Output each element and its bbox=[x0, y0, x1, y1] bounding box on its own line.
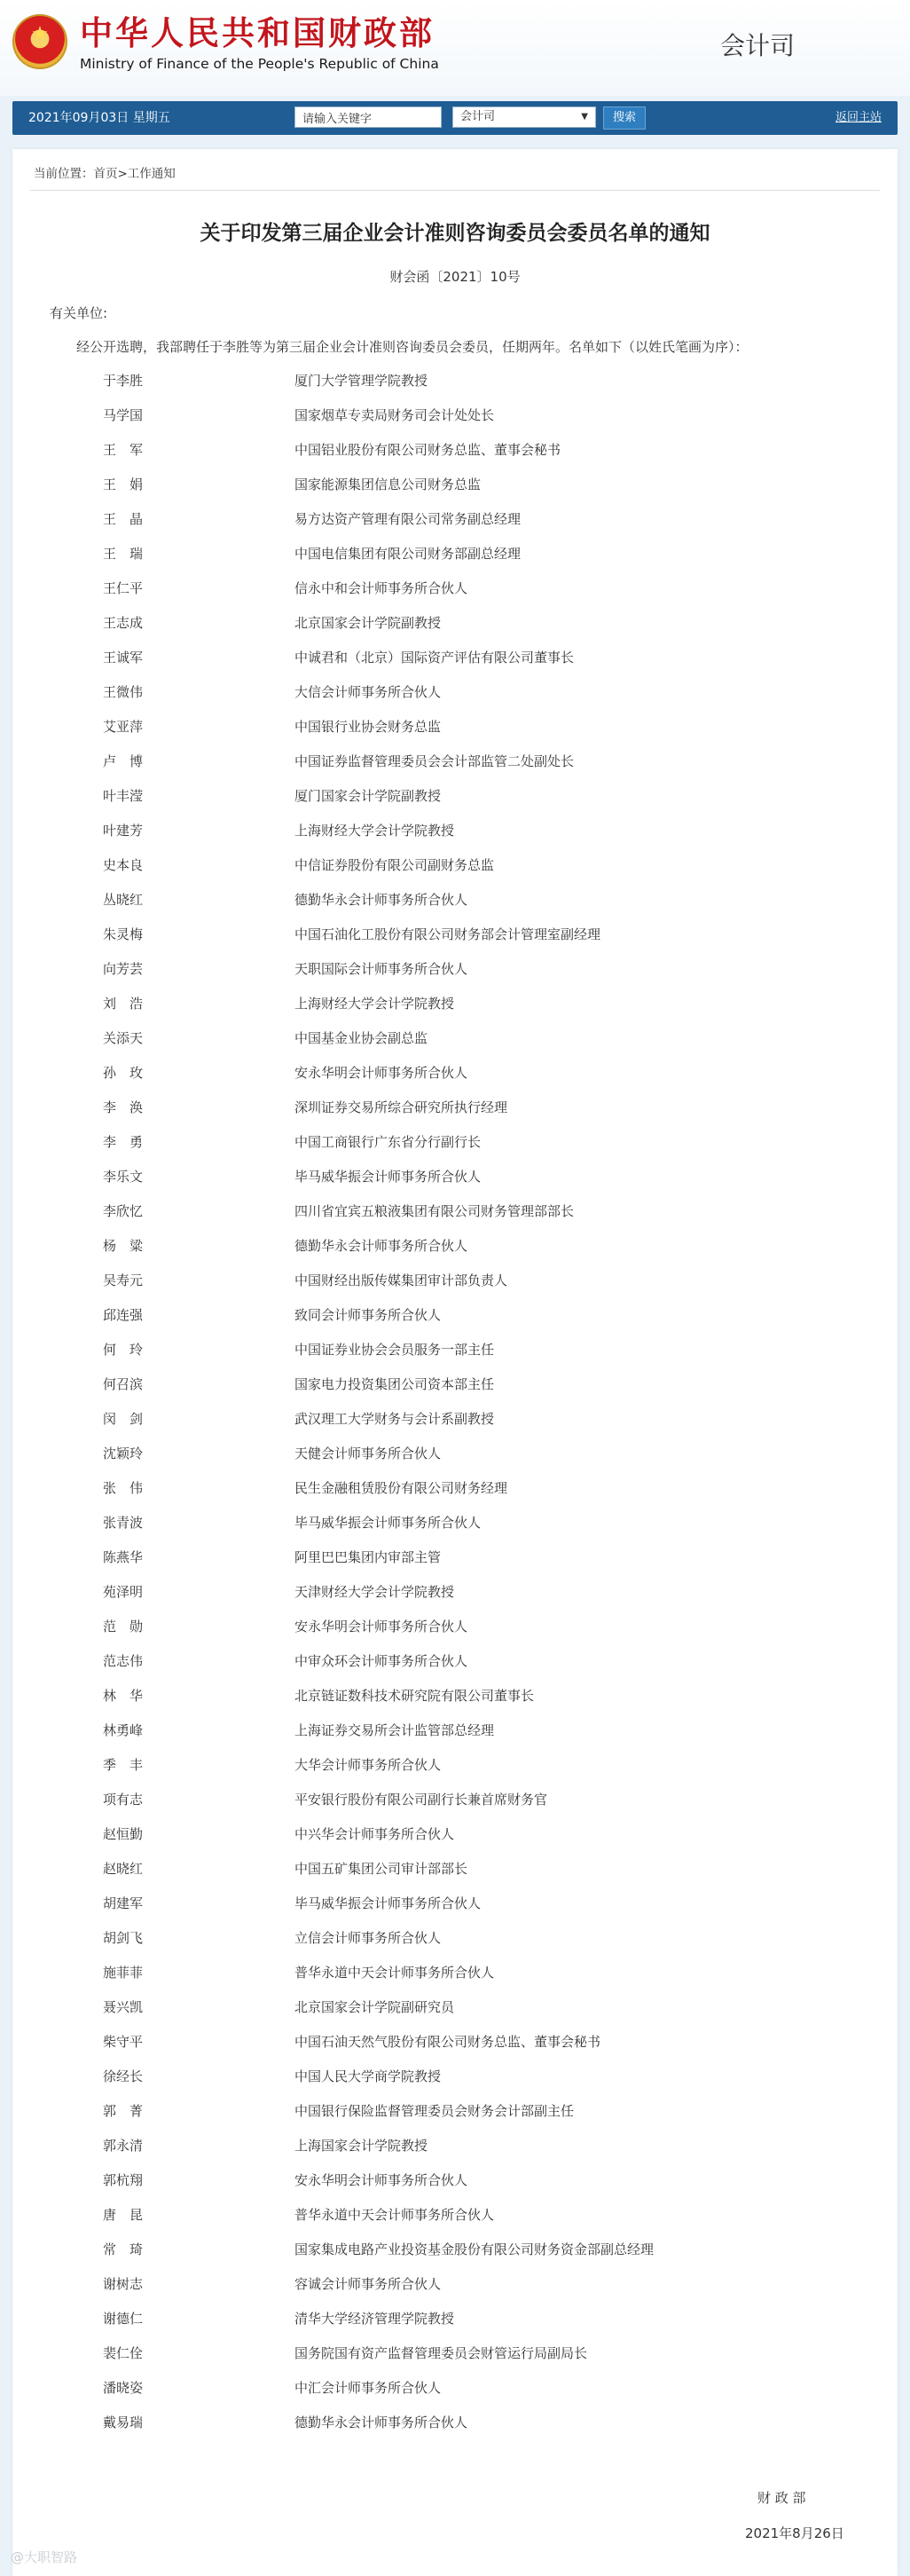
list-item bbox=[12, 856, 898, 891]
member-name: 郭杭翔 bbox=[103, 2172, 144, 2188]
national-emblem-icon[interactable]: ★ bbox=[12, 14, 67, 69]
member-organization: 中国工商银行广东省分行副行长 bbox=[294, 1134, 482, 1150]
member-organization: 信永中和会计师事务所合伙人 bbox=[294, 580, 468, 596]
member-name: 郭 菁 bbox=[103, 2103, 144, 2119]
list-item bbox=[12, 995, 898, 1029]
member-name: 柴守平 bbox=[103, 2034, 144, 2050]
member-name: 何召滨 bbox=[103, 1376, 144, 1392]
list-item bbox=[12, 2206, 898, 2241]
member-name: 叶丰滢 bbox=[103, 788, 144, 804]
member-organization: 容诚会计师事务所合伙人 bbox=[294, 2276, 442, 2292]
member-name: 李欣忆 bbox=[103, 1203, 144, 1219]
member-organization: 易方达资产管理有限公司常务副总经理 bbox=[294, 511, 522, 527]
list-item bbox=[12, 683, 898, 718]
member-organization: 清华大学经济管理学院教授 bbox=[294, 2311, 455, 2327]
list-item bbox=[12, 2102, 898, 2137]
signature-organization: 财 政 部 bbox=[757, 2490, 806, 2506]
list-item bbox=[12, 822, 898, 856]
member-organization: 德勤华永会计师事务所合伙人 bbox=[294, 892, 468, 908]
list-item bbox=[12, 1029, 898, 1064]
site-title[interactable]: 中华人民共和国财政部 bbox=[80, 14, 435, 52]
list-item bbox=[12, 1583, 898, 1618]
department-name: 会计司 bbox=[720, 31, 796, 60]
department-select[interactable] bbox=[452, 106, 596, 128]
list-item bbox=[12, 579, 898, 614]
member-name: 李乐文 bbox=[103, 1169, 144, 1185]
list-item bbox=[12, 545, 898, 579]
member-organization: 毕马威华振会计师事务所合伙人 bbox=[294, 1169, 482, 1185]
search-input[interactable] bbox=[294, 106, 442, 128]
list-item bbox=[12, 2241, 898, 2275]
member-name: 徐经长 bbox=[103, 2068, 144, 2084]
list-item bbox=[12, 752, 898, 787]
list-item bbox=[12, 1375, 898, 1410]
member-organization: 武汉理工大学财务与会计系副教授 bbox=[294, 1411, 495, 1427]
list-item bbox=[12, 926, 898, 960]
list-item bbox=[12, 1964, 898, 1998]
member-organization: 中国石油天然气股份有限公司财务总监、董事会秘书 bbox=[294, 2034, 601, 2050]
member-name: 孙 玫 bbox=[103, 1065, 144, 1081]
list-item bbox=[12, 1445, 898, 1479]
member-name: 王志成 bbox=[103, 615, 144, 631]
member-organization: 中国银行保险监督管理委员会财务会计部副主任 bbox=[294, 2103, 575, 2119]
chevron-down-icon: ▼ bbox=[581, 112, 588, 122]
member-name: 史本良 bbox=[103, 857, 144, 873]
list-item bbox=[12, 406, 898, 441]
member-organization: 中国石油化工股份有限公司财务部会计管理室副经理 bbox=[294, 926, 601, 942]
member-organization: 中国电信集团有限公司财务部副总经理 bbox=[294, 546, 522, 562]
member-name: 张 伟 bbox=[103, 1480, 144, 1496]
member-organization: 安永华明会计师事务所合伙人 bbox=[294, 1065, 468, 1081]
member-name: 王仁平 bbox=[103, 580, 144, 596]
list-item bbox=[12, 1410, 898, 1445]
member-name: 潘晓姿 bbox=[103, 2380, 144, 2396]
member-organization: 德勤华永会计师事务所合伙人 bbox=[294, 2415, 468, 2430]
member-name: 王 瑞 bbox=[103, 546, 144, 562]
member-organization: 中国铝业股份有限公司财务总监、董事会秘书 bbox=[294, 442, 561, 458]
site-subtitle: Ministry of Finance of the People's Republic of China bbox=[80, 56, 439, 72]
member-list bbox=[12, 372, 898, 2448]
member-name: 何 玲 bbox=[103, 1342, 144, 1358]
list-item bbox=[12, 441, 898, 476]
member-organization: 中国银行业协会财务总监 bbox=[294, 719, 442, 735]
member-name: 聂兴凯 bbox=[103, 1999, 144, 2015]
member-organization: 毕马威华振会计师事务所合伙人 bbox=[294, 1895, 482, 1911]
member-name: 戴易瑞 bbox=[103, 2415, 144, 2430]
member-organization: 致同会计师事务所合伙人 bbox=[294, 1307, 442, 1323]
member-organization: 中国证券业协会会员服务一部主任 bbox=[294, 1342, 495, 1358]
list-item bbox=[12, 1998, 898, 2033]
member-organization: 上海财经大学会计学院教授 bbox=[294, 823, 455, 839]
member-name: 施菲菲 bbox=[103, 1965, 144, 1981]
member-name: 李 勇 bbox=[103, 1134, 144, 1150]
list-item bbox=[12, 510, 898, 545]
list-item bbox=[12, 372, 898, 406]
member-organization: 国家能源集团信息公司财务总监 bbox=[294, 477, 482, 492]
member-name: 丛晓红 bbox=[103, 892, 144, 908]
member-organization: 中国基金业协会副总监 bbox=[294, 1030, 428, 1046]
article-container bbox=[12, 149, 898, 2576]
member-name: 于李胜 bbox=[103, 373, 144, 389]
member-organization: 中信证券股份有限公司副财务总监 bbox=[294, 857, 495, 873]
member-name: 谢树志 bbox=[103, 2276, 144, 2292]
member-name: 谢德仁 bbox=[103, 2311, 144, 2327]
list-item bbox=[12, 2310, 898, 2344]
document-title: 关于印发第三届企业会计准则咨询委员会委员名单的通知 bbox=[200, 222, 710, 245]
current-date: 2021年09月03日 星期五 bbox=[28, 111, 170, 125]
member-name: 张青波 bbox=[103, 1515, 144, 1531]
member-name: 卢 博 bbox=[103, 753, 144, 769]
member-organization: 天健会计师事务所合伙人 bbox=[294, 1446, 442, 1461]
list-item bbox=[12, 1514, 898, 1548]
member-name: 向芳芸 bbox=[103, 961, 144, 977]
member-organization: 大华会计师事务所合伙人 bbox=[294, 1757, 442, 1773]
member-name: 王 娟 bbox=[103, 477, 144, 492]
list-item bbox=[12, 2068, 898, 2102]
member-organization: 中诚君和（北京）国际资产评估有限公司董事长 bbox=[294, 650, 575, 666]
member-name: 范 勋 bbox=[103, 1619, 144, 1635]
member-name: 叶建芳 bbox=[103, 823, 144, 839]
member-organization: 毕马威华振会计师事务所合伙人 bbox=[294, 1515, 482, 1531]
member-organization: 厦门大学管理学院教授 bbox=[294, 373, 428, 389]
member-name: 胡建军 bbox=[103, 1895, 144, 1911]
member-organization: 普华永道中天会计师事务所合伙人 bbox=[294, 2207, 495, 2223]
intro-paragraph: 经公开选聘，我部聘任于李胜等为第三届企业会计准则咨询委员会委员，任期两年。名单如下（以姓氏笔画为序）： bbox=[76, 339, 749, 355]
list-item bbox=[12, 1479, 898, 1514]
member-organization: 国家烟草专卖局财务司会计处处长 bbox=[294, 407, 495, 423]
list-item bbox=[12, 1929, 898, 1964]
list-item bbox=[12, 1548, 898, 1583]
member-organization: 国家集成电路产业投资基金股份有限公司财务资金部副总经理 bbox=[294, 2241, 655, 2257]
member-organization: 中兴华会计师事务所合伙人 bbox=[294, 1826, 455, 1842]
member-organization: 平安银行股份有限公司副行长兼首席财务官 bbox=[294, 1792, 548, 1808]
list-item bbox=[12, 2344, 898, 2379]
member-name: 李 涣 bbox=[103, 1099, 144, 1115]
list-item bbox=[12, 1272, 898, 1306]
list-item bbox=[12, 787, 898, 822]
divider bbox=[30, 190, 880, 191]
list-item bbox=[12, 1652, 898, 1687]
member-name: 朱灵梅 bbox=[103, 926, 144, 942]
member-name: 范志伟 bbox=[103, 1653, 144, 1669]
member-organization: 上海财经大学会计学院教授 bbox=[294, 996, 455, 1012]
list-item bbox=[12, 1202, 898, 1237]
member-name: 常 琦 bbox=[103, 2241, 144, 2257]
member-organization: 中审众环会计师事务所合伙人 bbox=[294, 1653, 468, 1669]
member-name: 苑泽明 bbox=[103, 1584, 144, 1600]
list-item bbox=[12, 614, 898, 649]
member-organization: 国务院国有资产监督管理委员会财管运行局副局长 bbox=[294, 2345, 588, 2361]
member-name: 王 晶 bbox=[103, 511, 144, 527]
list-item bbox=[12, 2171, 898, 2206]
list-item bbox=[12, 1687, 898, 1721]
member-name: 王微伟 bbox=[103, 684, 144, 700]
member-organization: 安永华明会计师事务所合伙人 bbox=[294, 2172, 468, 2188]
salutation: 有关单位: bbox=[50, 305, 108, 321]
list-item bbox=[12, 1825, 898, 1860]
list-item bbox=[12, 476, 898, 510]
document-number: 财会函〔2021〕10号 bbox=[389, 269, 521, 285]
navigation-bar bbox=[12, 101, 898, 135]
member-name: 季 丰 bbox=[103, 1757, 144, 1773]
member-name: 林 华 bbox=[103, 1688, 144, 1704]
member-name: 郭永清 bbox=[103, 2138, 144, 2154]
member-name: 闵 剑 bbox=[103, 1411, 144, 1427]
member-organization: 安永华明会计师事务所合伙人 bbox=[294, 1619, 468, 1635]
member-name: 唐 昆 bbox=[103, 2207, 144, 2223]
list-item bbox=[12, 2033, 898, 2068]
search-button[interactable]: 搜索 bbox=[603, 106, 646, 130]
list-item bbox=[12, 1618, 898, 1652]
member-organization: 中国财经出版传媒集团审计部负责人 bbox=[294, 1272, 508, 1288]
list-item bbox=[12, 2414, 898, 2448]
list-item bbox=[12, 891, 898, 926]
list-item bbox=[12, 2275, 898, 2310]
member-name: 马学国 bbox=[103, 407, 144, 423]
member-name: 杨 粱 bbox=[103, 1238, 144, 1254]
return-home-link[interactable]: 返回主站 bbox=[835, 111, 882, 124]
member-name: 裴仁佺 bbox=[103, 2345, 144, 2361]
list-item bbox=[12, 1721, 898, 1756]
member-name: 邱连强 bbox=[103, 1307, 144, 1323]
member-organization: 中汇会计师事务所合伙人 bbox=[294, 2380, 442, 2396]
site-header bbox=[0, 0, 910, 96]
member-name: 吴寿元 bbox=[103, 1272, 144, 1288]
department-select-value: 会计司 bbox=[460, 110, 496, 123]
list-item bbox=[12, 1168, 898, 1202]
member-organization: 北京国家会计学院副研究员 bbox=[294, 1999, 455, 2015]
member-organization: 天津财经大学会计学院教授 bbox=[294, 1584, 455, 1600]
list-item bbox=[12, 1860, 898, 1895]
list-item bbox=[12, 1133, 898, 1168]
member-organization: 北京链证数科技术研究院有限公司董事长 bbox=[294, 1688, 535, 1704]
member-name: 项有志 bbox=[103, 1792, 144, 1808]
list-item bbox=[12, 1791, 898, 1825]
member-organization: 立信会计师事务所合伙人 bbox=[294, 1930, 442, 1946]
breadcrumb[interactable]: 当前位置：首页>工作通知 bbox=[34, 167, 176, 181]
member-organization: 北京国家会计学院副教授 bbox=[294, 615, 442, 631]
list-item bbox=[12, 1756, 898, 1791]
member-organization: 深圳证券交易所综合研究所执行经理 bbox=[294, 1099, 508, 1115]
list-item bbox=[12, 1099, 898, 1133]
list-item bbox=[12, 1237, 898, 1272]
member-organization: 四川省宜宾五粮液集团有限公司财务管理部部长 bbox=[294, 1203, 575, 1219]
list-item bbox=[12, 649, 898, 683]
member-organization: 阿里巴巴集团内审部主管 bbox=[294, 1549, 442, 1565]
member-organization: 民生金融租赁股份有限公司财务经理 bbox=[294, 1480, 508, 1496]
list-item bbox=[12, 1895, 898, 1929]
member-organization: 中国五矿集团公司审计部部长 bbox=[294, 1861, 468, 1877]
list-item bbox=[12, 2137, 898, 2171]
member-name: 赵恒勤 bbox=[103, 1826, 144, 1842]
member-name: 王 军 bbox=[103, 442, 144, 458]
signature-date: 2021年8月26日 bbox=[745, 2525, 844, 2541]
list-item bbox=[12, 1064, 898, 1099]
member-name: 艾亚萍 bbox=[103, 719, 144, 735]
member-name: 刘 浩 bbox=[103, 996, 144, 1012]
member-name: 沈颖玲 bbox=[103, 1446, 144, 1461]
member-organization: 上海证券交易所会计监管部总经理 bbox=[294, 1722, 495, 1738]
list-item bbox=[12, 718, 898, 752]
list-item bbox=[12, 1306, 898, 1341]
member-name: 王诚军 bbox=[103, 650, 144, 666]
member-organization: 大信会计师事务所合伙人 bbox=[294, 684, 442, 700]
watermark: @大职智路 bbox=[11, 2549, 78, 2565]
list-item bbox=[12, 960, 898, 995]
member-organization: 中国人民大学商学院教授 bbox=[294, 2068, 442, 2084]
member-name: 关添天 bbox=[103, 1030, 144, 1046]
member-name: 林勇峰 bbox=[103, 1722, 144, 1738]
list-item bbox=[12, 1341, 898, 1375]
member-organization: 普华永道中天会计师事务所合伙人 bbox=[294, 1965, 495, 1981]
member-name: 陈燕华 bbox=[103, 1549, 144, 1565]
member-organization: 上海国家会计学院教授 bbox=[294, 2138, 428, 2154]
list-item bbox=[12, 2379, 898, 2414]
member-organization: 天职国际会计师事务所合伙人 bbox=[294, 961, 468, 977]
member-organization: 德勤华永会计师事务所合伙人 bbox=[294, 1238, 468, 1254]
member-name: 胡剑飞 bbox=[103, 1930, 144, 1946]
member-organization: 厦门国家会计学院副教授 bbox=[294, 788, 442, 804]
member-organization: 中国证券监督管理委员会会计部监管二处副处长 bbox=[294, 753, 575, 769]
member-organization: 国家电力投资集团公司资本部主任 bbox=[294, 1376, 495, 1392]
member-name: 赵晓红 bbox=[103, 1861, 144, 1877]
